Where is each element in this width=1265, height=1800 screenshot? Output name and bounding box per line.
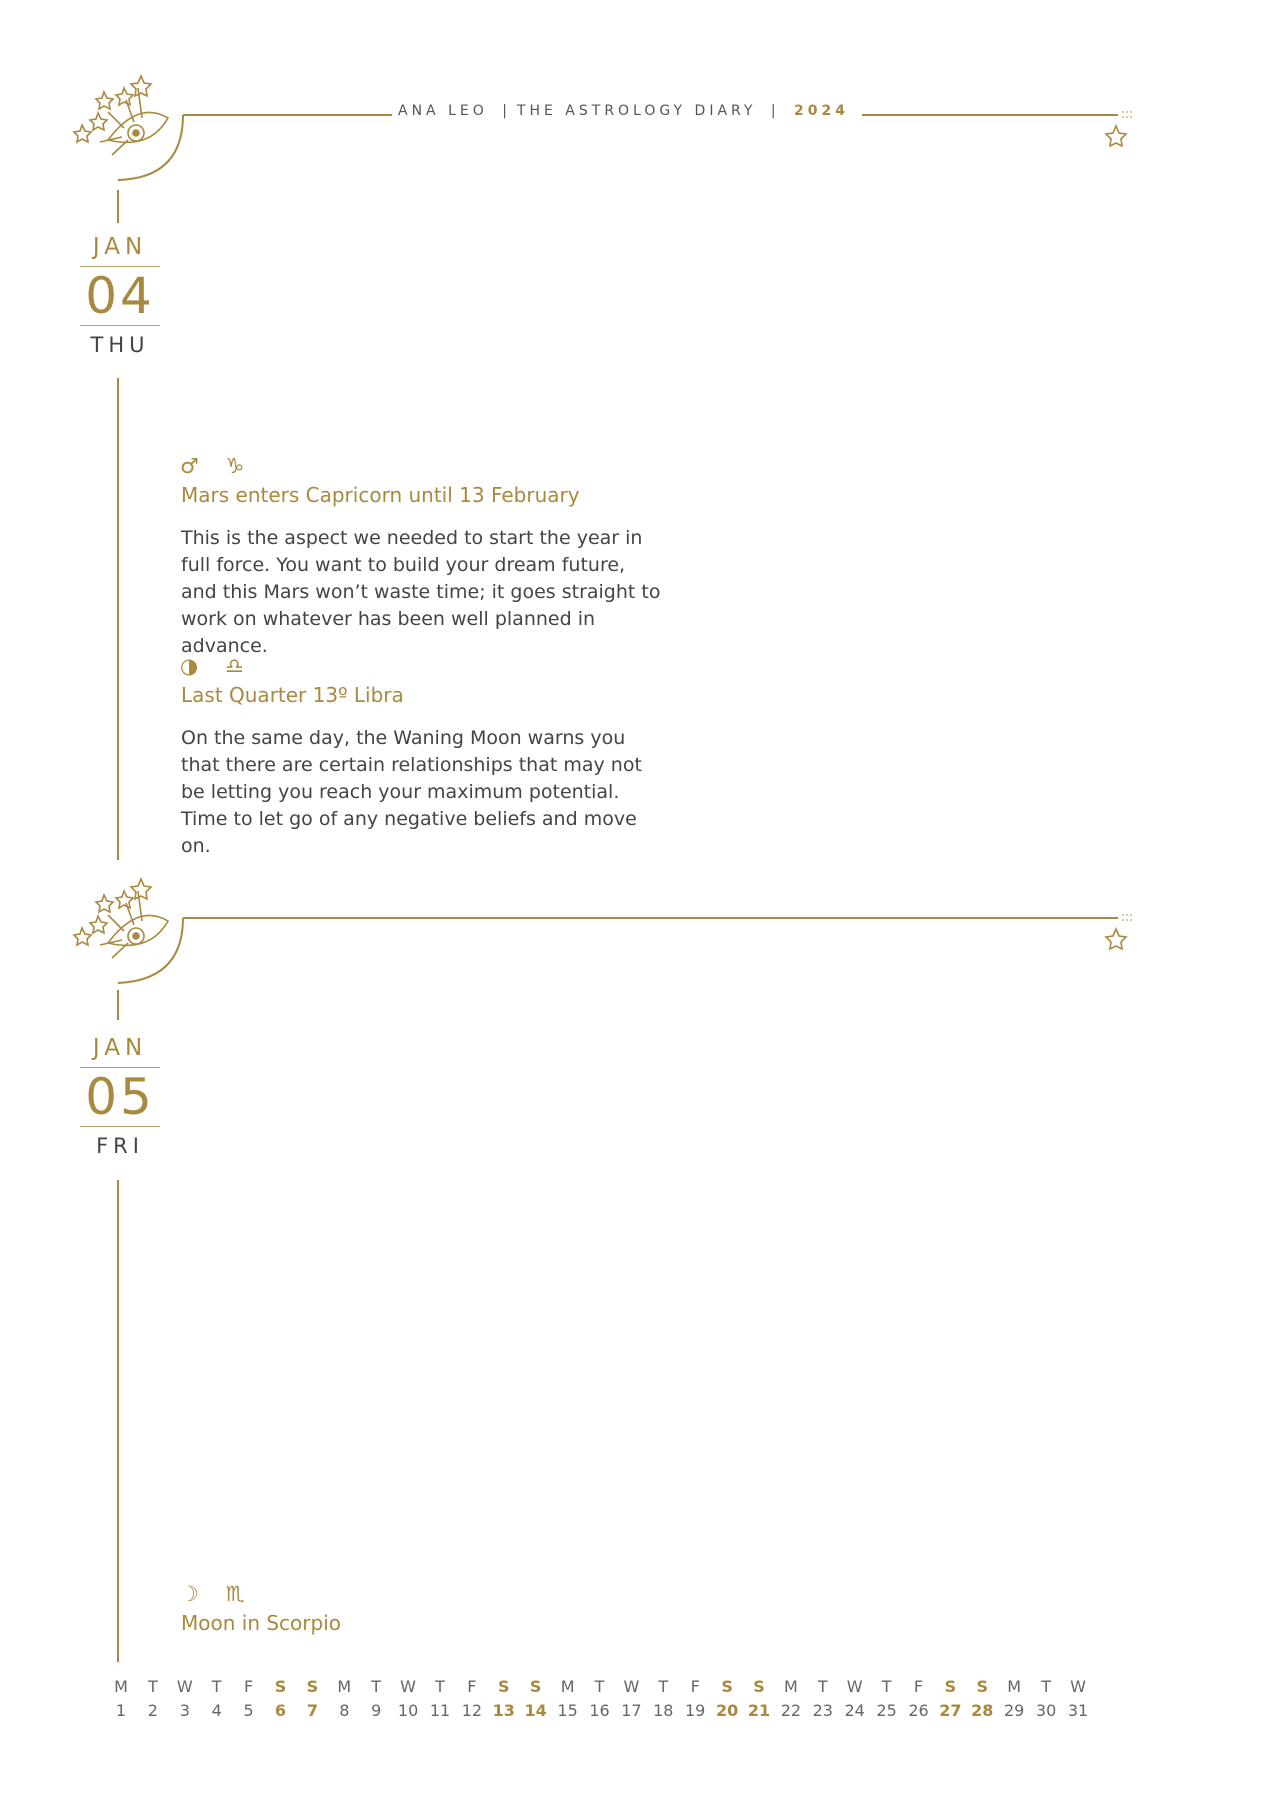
calendar-date: 3 (179, 1701, 190, 1720)
calendar-date: 7 (306, 1701, 318, 1720)
date-block-jan-05 (80, 1033, 160, 1161)
calendar-date-row (113, 1701, 1093, 1725)
calendar-weekday: F (913, 1677, 924, 1696)
calendar-weekday: T (435, 1677, 445, 1696)
calendar-date: 15 (557, 1701, 578, 1720)
header-text: ANA LEO | THE ASTROLOGY DIARY | 2024 (398, 103, 849, 119)
date-weekday: THU (90, 333, 150, 357)
calendar-date: 26 (908, 1701, 929, 1720)
calendar-weekday: W (846, 1677, 863, 1696)
calendar-date: 5 (243, 1701, 254, 1720)
calendar-weekday: T (594, 1677, 605, 1696)
star-icon (1106, 929, 1126, 949)
calendar-date: 21 (747, 1701, 771, 1720)
calendar-weekday: W (623, 1677, 640, 1696)
calendar-date: 24 (844, 1701, 865, 1720)
moon-libra-glyphs: ◑ ♎ (180, 654, 254, 678)
calendar-weekday: T (817, 1677, 828, 1696)
calendar-weekday: T (881, 1677, 892, 1696)
calendar-date: 20 (715, 1701, 739, 1720)
entry-title: Mars enters Capricorn until 13 February (181, 483, 580, 507)
calendar-date: 10 (397, 1701, 419, 1720)
calendar-weekday: F (243, 1677, 254, 1696)
entry-body: This is the aspect we needed to start the year in full force. You want to build your dream future, and this Mars won’t waste time; it goes straight to work on whatever has been well planned in advance. (181, 527, 661, 657)
calendar-weekday-row (113, 1677, 1093, 1701)
calendar-date: 14 (524, 1701, 547, 1720)
calendar-date: 2 (147, 1701, 158, 1720)
date-day: 04 (80, 266, 160, 326)
calendar-weekday: T (148, 1677, 158, 1696)
calendar-weekday: M (1007, 1677, 1022, 1696)
calendar-date: 17 (621, 1701, 642, 1720)
date-weekday: FRI (96, 1134, 144, 1158)
header-year: 2024 (794, 103, 849, 119)
calendar-date: 8 (339, 1701, 350, 1720)
calendar-weekday: S (529, 1677, 542, 1696)
calendar-date: 16 (589, 1701, 610, 1720)
calendar-date: 6 (274, 1701, 287, 1720)
calendar-date: 29 (1004, 1701, 1025, 1720)
entry-body: On the same day, the Waning Moon warns you that there are certain relationships that may not be letting you reach your maximum potential. Time to let go of any negative beliefs and move on. (181, 727, 642, 857)
calendar-weekday: T (658, 1677, 669, 1696)
date-month: JAN (92, 1035, 148, 1061)
calendar-weekday: M (114, 1677, 128, 1696)
star-icon (1106, 126, 1126, 146)
calendar-date: 18 (653, 1701, 674, 1720)
calendar-weekday: W (1070, 1677, 1086, 1696)
calendar-weekday: T (211, 1677, 222, 1696)
calendar-weekday: W (400, 1677, 416, 1696)
calendar-weekday: F (690, 1677, 700, 1696)
header-title: THE ASTROLOGY DIARY (516, 103, 757, 119)
calendar-date: 30 (1035, 1701, 1057, 1720)
calendar-weekday: S (753, 1677, 765, 1696)
calendar-weekday: T (1041, 1677, 1051, 1696)
calendar-date: 19 (685, 1701, 706, 1720)
month-calendar-strip (113, 1677, 1093, 1725)
eye-stars-ornament-icon (74, 879, 168, 958)
calendar-weekday: S (976, 1677, 989, 1696)
calendar-date: 27 (939, 1701, 962, 1720)
corner-arc-2 (118, 918, 183, 983)
calendar-weekday: M (337, 1677, 352, 1696)
calendar-weekday: S (306, 1677, 319, 1696)
date-day: 05 (80, 1067, 160, 1127)
moon-scorpio-glyphs: ☽ ♏ (180, 1582, 255, 1606)
calendar-date: 12 (461, 1701, 483, 1720)
calendar-weekday: M (560, 1677, 575, 1696)
calendar-date: 13 (492, 1701, 515, 1720)
calendar-date: 23 (812, 1701, 833, 1720)
date-month: JAN (92, 234, 148, 260)
calendar-weekday: S (721, 1677, 733, 1696)
mars-capricorn-glyphs: ♂ ♑ (180, 454, 255, 478)
calendar-weekday: S (498, 1677, 510, 1696)
calendar-date: 9 (371, 1701, 382, 1720)
calendar-date: 25 (876, 1701, 897, 1720)
calendar-date: 22 (780, 1701, 802, 1720)
calendar-date: 11 (429, 1701, 451, 1720)
calendar-date: 31 (1067, 1701, 1089, 1720)
calendar-weekday: S (944, 1677, 957, 1696)
calendar-weekday: W (176, 1677, 193, 1696)
calendar-date: 28 (971, 1701, 994, 1720)
header-author: ANA LEO (398, 103, 488, 119)
corner-arc-1 (118, 115, 183, 180)
calendar-weekday: M (783, 1677, 798, 1696)
calendar-date: 1 (115, 1701, 127, 1720)
date-block-jan-04 (80, 232, 160, 360)
calendar-date: 4 (211, 1701, 222, 1720)
calendar-weekday: T (371, 1677, 382, 1696)
eye-stars-ornament-icon (74, 76, 168, 155)
calendar-weekday: F (467, 1677, 477, 1696)
entry-title: Moon in Scorpio (181, 1611, 341, 1635)
calendar-weekday: S (274, 1677, 287, 1696)
entry-title: Last Quarter 13º Libra (181, 683, 404, 707)
